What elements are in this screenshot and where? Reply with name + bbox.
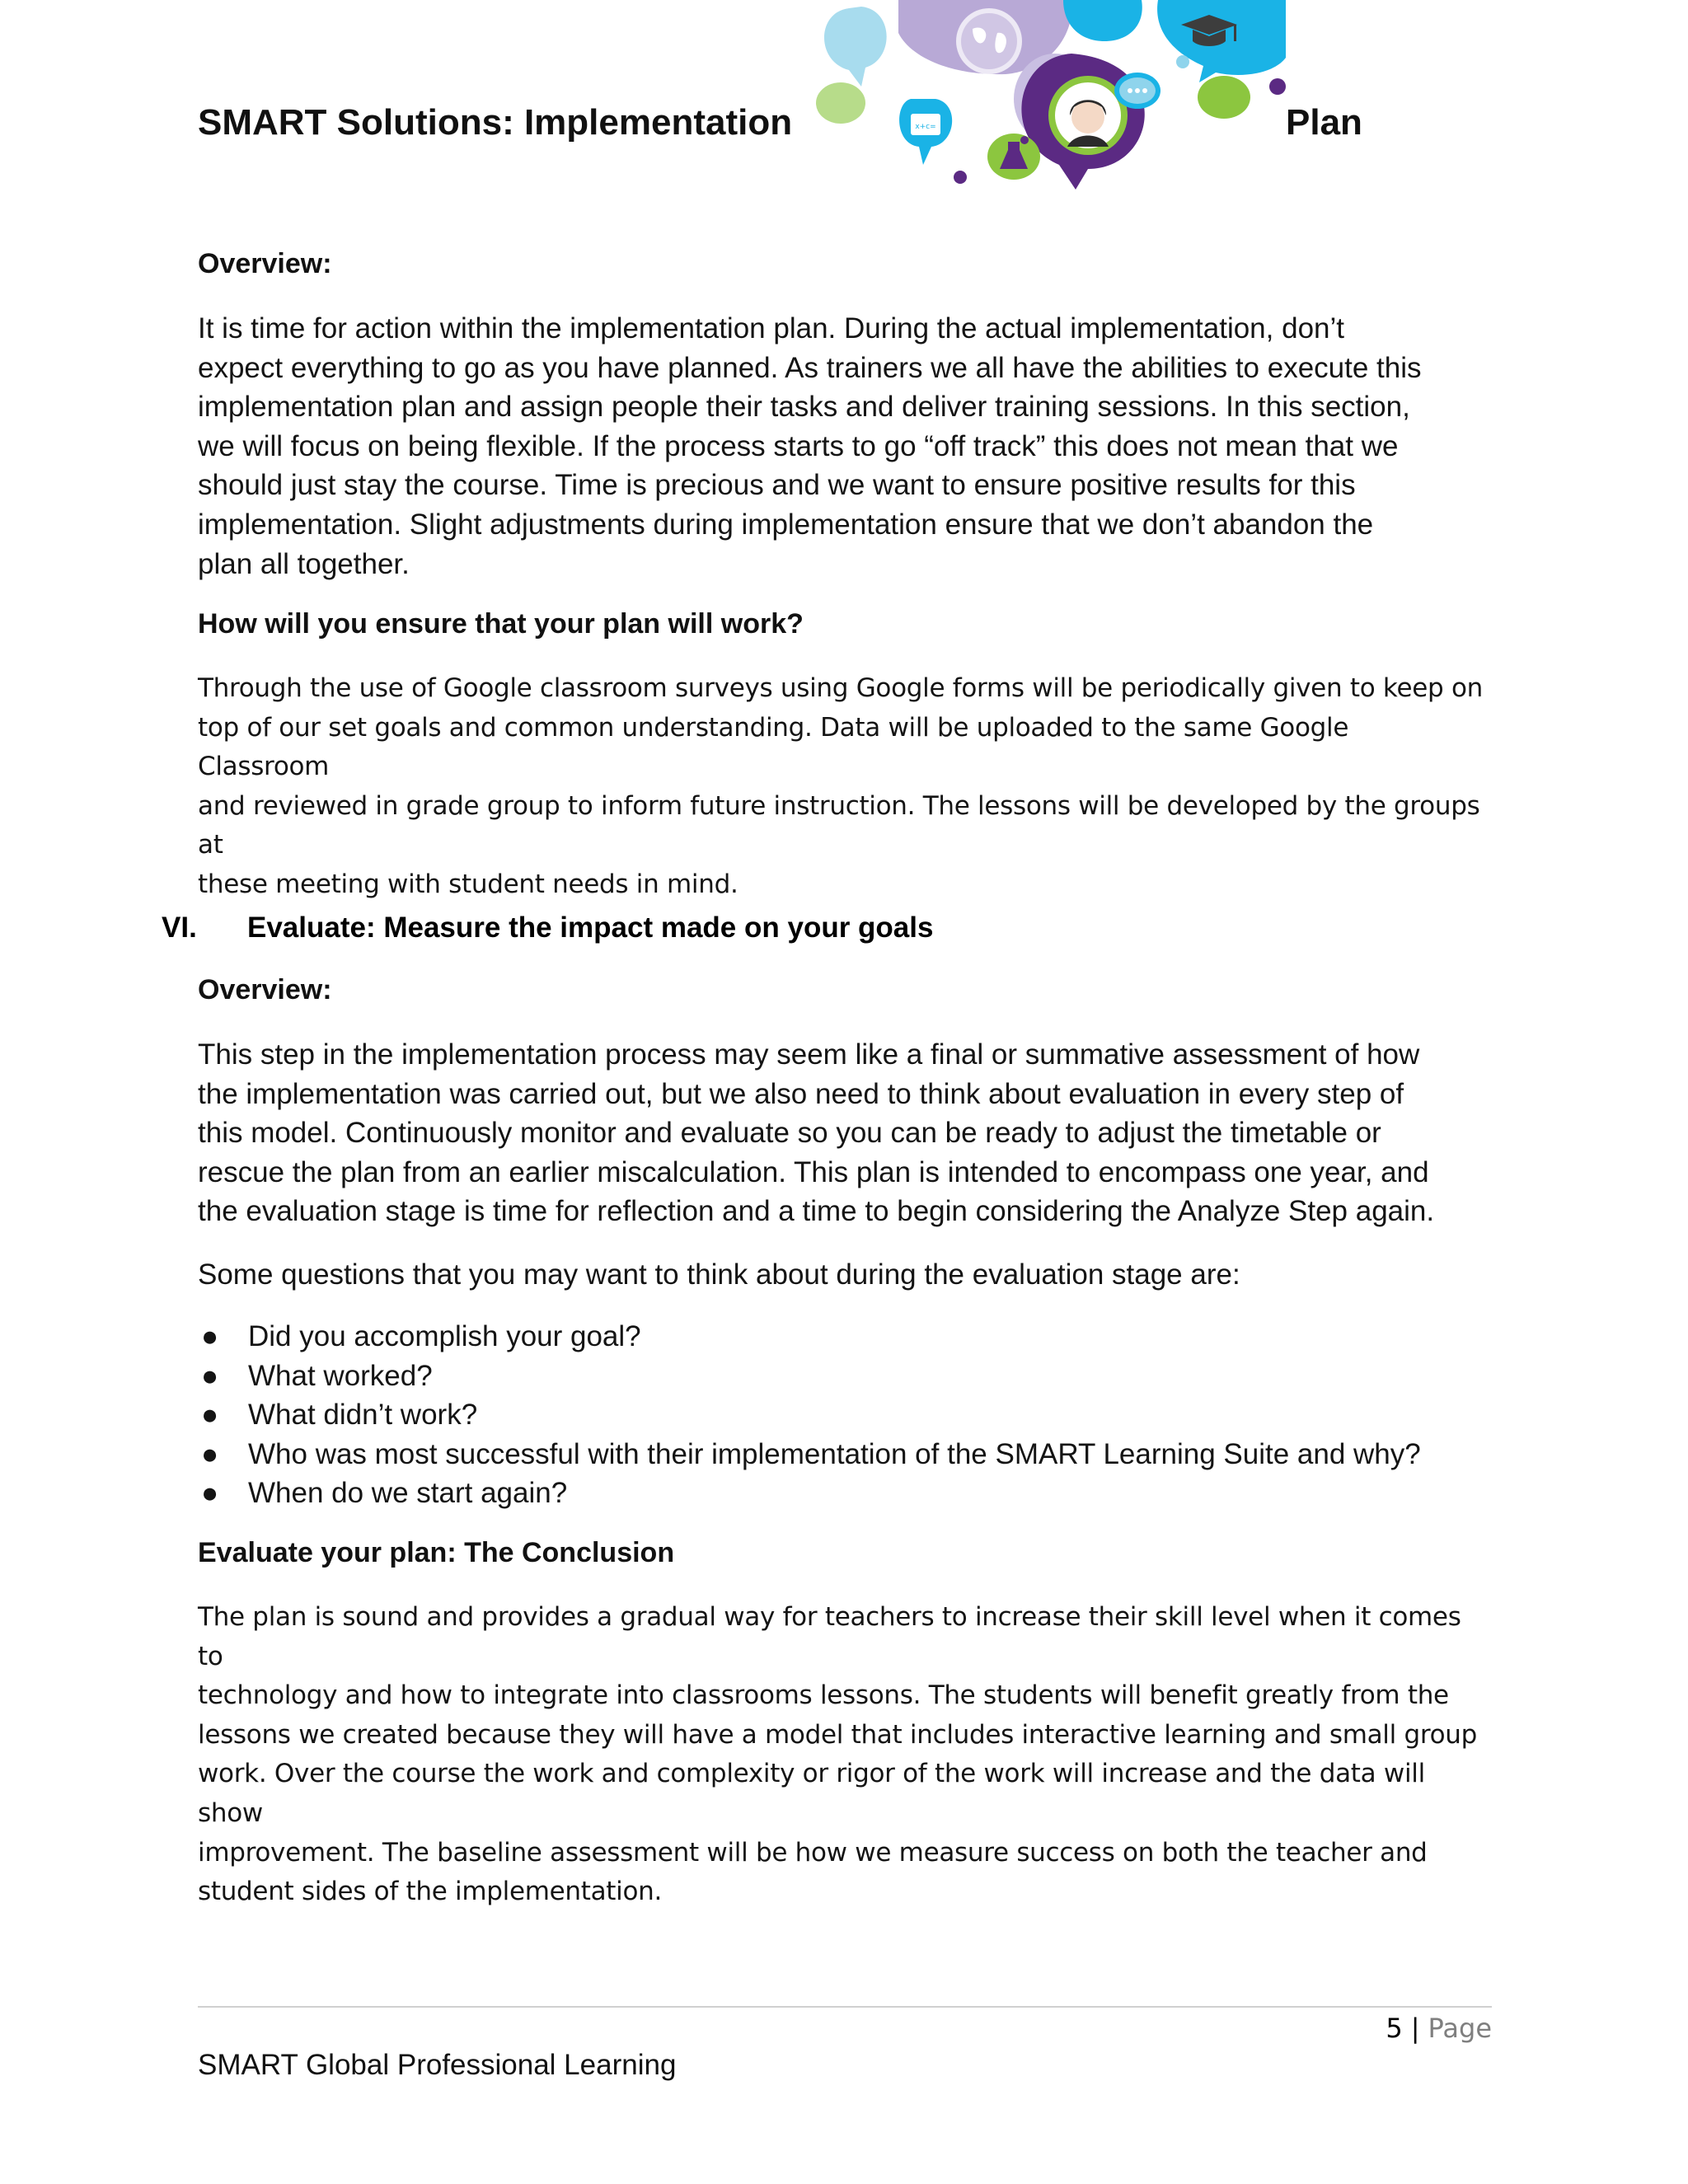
chat-dots-icon <box>1114 73 1160 109</box>
paragraph-line: expect everything to go as you have planned. As trainers we all have the abilities to execute this <box>198 351 1422 384</box>
paragraph-line: technology and how to integrate into classrooms lessons. The students will benefit greatly from the <box>198 1680 1449 1711</box>
header-title: SMART Solutions: Implementation <box>198 102 793 143</box>
dot-purple-right <box>1269 78 1286 95</box>
bullet-icon: ● <box>201 1320 219 1352</box>
paragraph-line: we will focus on being flexible. If the process starts to go “off track” this does not mean that we <box>198 429 1399 462</box>
section-number: VI. <box>162 912 197 944</box>
science-flask-icon <box>987 134 1040 180</box>
ensure-plan-answer <box>198 669 1484 905</box>
implementation-overview-paragraph <box>198 309 1484 583</box>
ensure-plan-heading: How will you ensure that your plan will work? <box>198 608 804 640</box>
footer-divider <box>198 2006 1492 2008</box>
paragraph-line: rescue the plan from an earlier miscalculation. This plan is intended to encompass one year, and <box>198 1155 1429 1188</box>
speech-bubble-lightgreen <box>816 82 865 124</box>
paragraph-line: the evaluation stage is time for reflection and a time to begin considering the Analyze Step again. <box>198 1195 1435 1228</box>
paragraph-line: It is time for action within the implementation plan. During the actual implementation, don’t <box>198 312 1344 344</box>
page-number <box>1386 2013 1492 2044</box>
speech-bubble-green-right <box>1198 76 1250 119</box>
list-item: ● Did you accomplish your goal? <box>198 1317 1484 1357</box>
header-illustration <box>812 0 1290 198</box>
bullet-icon: ● <box>201 1477 219 1510</box>
overview-heading: Overview: <box>198 248 332 279</box>
speech-bubble-cyan-top <box>1063 0 1142 41</box>
page-number-separator: | <box>1410 2013 1420 2044</box>
paragraph-line: this model. Continuously monitor and evaluate so you can be ready to adjust the timetable or <box>198 1117 1381 1150</box>
paragraph-line: student sides of the implementation. <box>198 1877 663 1907</box>
dot-purple-left <box>954 171 967 184</box>
implementation-overview-section <box>198 248 1484 280</box>
svg-text:x+c=: x+c= <box>915 123 936 131</box>
dot-lightblue <box>1176 55 1189 68</box>
questions-intro-wrap <box>198 1255 1484 1295</box>
list-item: ● What worked? <box>198 1357 1484 1396</box>
paragraph-line: these meeting with student needs in mind. <box>198 869 738 899</box>
paragraph-line: plan all together. <box>198 547 410 580</box>
questions-list-wrap <box>198 1317 1484 1513</box>
conclusion-paragraph <box>198 1598 1484 1912</box>
header-title-continued: Plan <box>1286 102 1362 143</box>
ensure-plan-heading-wrap <box>198 608 1484 640</box>
overview-heading: Overview: <box>198 974 332 1005</box>
paragraph-line: Through the use of Google classroom surveys using Google forms will be periodically given to keep on <box>198 673 1483 703</box>
paragraph-line: implementation. Slight adjustments during implementation ensure that we don’t abandon the <box>198 508 1374 541</box>
paragraph-line: work. Over the course the work and complexity or rigor of the work will increase and the data will show <box>198 1759 1425 1828</box>
paragraph-line: lessons we created because they will have a model that includes interactive learning and small group <box>198 1719 1478 1750</box>
bullet-icon: ● <box>201 1399 219 1432</box>
paragraph-line: the implementation was carried out, but we also need to think about evaluation in every step of <box>198 1077 1404 1110</box>
paragraph-line: top of our set goals and common understanding. Data will be uploaded to the same Google Classroom <box>198 712 1349 782</box>
footer-organization: SMART Global Professional Learning <box>198 2049 677 2081</box>
evaluate-overview-heading-wrap <box>198 974 1484 1006</box>
bullet-icon: ● <box>201 1359 219 1392</box>
section-title: Evaluate: Measure the impact made on your goals <box>247 912 934 944</box>
paragraph-line: and reviewed in grade group to inform future instruction. The lessons will be developed by the groups at <box>198 790 1480 860</box>
questions-list <box>198 1317 1484 1513</box>
speech-bubble-paleblue <box>824 7 887 87</box>
paragraph-line: should just stay the course. Time is precious and we want to ensure positive results for this <box>198 469 1356 502</box>
list-item: ● When do we start again? <box>198 1474 1484 1513</box>
page-label: Page <box>1428 2013 1492 2044</box>
conclusion-heading: Evaluate your plan: The Conclusion <box>198 1537 675 1568</box>
conclusion-heading-wrap <box>198 1537 1484 1569</box>
paragraph-line: This step in the implementation process may seem like a final or summative assessment of how <box>198 1038 1420 1071</box>
page-number-value: 5 <box>1386 2013 1403 2044</box>
paragraph-line: The plan is sound and provides a gradual way for teachers to increase their skill level when it comes to <box>198 1602 1461 1671</box>
paragraph-line: improvement. The baseline assessment will be how we measure success on both the teacher and <box>198 1837 1428 1868</box>
questions-intro: Some questions that you may want to think about during the evaluation stage are: <box>198 1258 1240 1291</box>
list-item: ● What didn’t work? <box>198 1395 1484 1435</box>
paragraph-line: implementation plan and assign people their tasks and deliver training sessions. In this section, <box>198 391 1410 424</box>
list-item: ● Who was most successful with their implementation of the SMART Learning Suite and why? <box>198 1435 1484 1474</box>
bullet-icon: ● <box>201 1437 219 1470</box>
evaluate-overview-paragraph <box>198 1035 1484 1231</box>
